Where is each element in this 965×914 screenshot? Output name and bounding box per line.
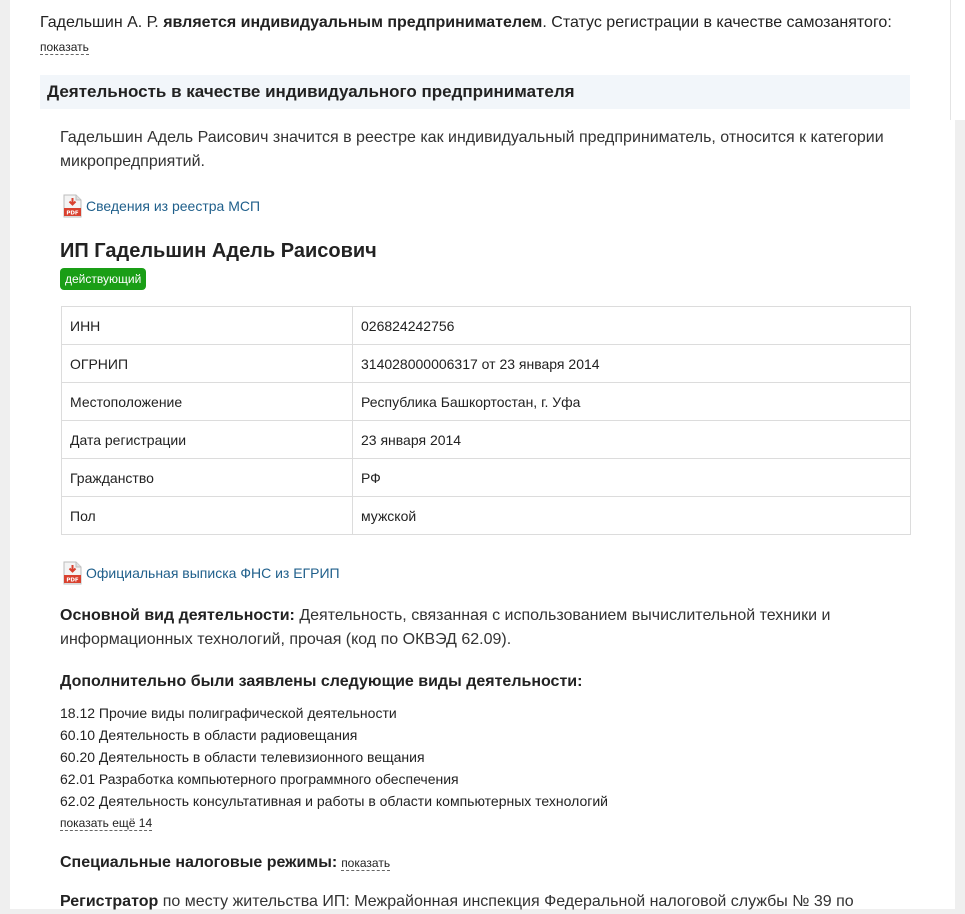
additional-activities-title: Дополнительно были заявлены следующие виды деятельности:: [60, 673, 583, 690]
intro-text: [40, 12, 920, 54]
main-activity-text: Деятельность, связанная с использованием вычислительной техники и информационных технологий, прочая (код по ОКВЭД 62.09).: [60, 607, 831, 648]
activity-item: 60.20 Деятельность в области телевизионного вещания: [60, 749, 425, 765]
info-row: [62, 497, 911, 535]
info-key: Пол: [62, 497, 353, 535]
main-activity-label: Основной вид деятельности:: [60, 607, 295, 624]
registrar-text: по месту жительства ИП: Межрайонная инспекция Федеральной налоговой службы № 39 по: [162, 893, 854, 910]
egrip-extract-link[interactable]: [63, 561, 340, 585]
info-row: [62, 459, 911, 497]
intro-bold: является индивидуальным предпринимателем: [163, 14, 543, 31]
info-value: мужской: [353, 497, 911, 535]
tax-regimes: [60, 851, 390, 875]
self-employed-show-link[interactable]: показать: [40, 40, 89, 54]
page-content: [10, 0, 955, 909]
ip-description: Гадельшин Адель Раисович значится в реестре как индивидуальный предприниматель, относится к категории микропредприятий.: [60, 129, 884, 170]
pdf-icon: [63, 561, 82, 585]
activity-item: 62.02 Деятельность консультативная и работы в области компьютерных технологий: [60, 793, 608, 809]
tax-regimes-label: Специальные налоговые режимы:: [60, 854, 338, 871]
right-rail: [950, 0, 965, 120]
svg-text:PDF: PDF: [66, 210, 79, 217]
main-activity: [60, 604, 880, 652]
tax-regimes-show-link[interactable]: показать: [341, 856, 391, 870]
activity-item: 62.01 Разработка компьютерного программного обеспечения: [60, 771, 459, 787]
ip-title: ИП Гадельшин Адель Раисович: [60, 240, 377, 262]
msp-registry-link-label: Сведения из реестра МСП: [86, 198, 261, 214]
info-value: 23 января 2014: [353, 421, 911, 459]
info-value: 314028000006317 от 23 января 2014: [353, 345, 911, 383]
intro-rest: . Статус регистрации в качестве самозанятого:: [542, 14, 892, 31]
info-row: [62, 345, 911, 383]
info-key: Гражданство: [62, 459, 353, 497]
info-row: [62, 421, 911, 459]
svg-text:PDF: PDF: [66, 577, 79, 584]
intro-name: Гадельшин А. Р.: [40, 14, 159, 31]
info-value: РФ: [353, 459, 911, 497]
activity-item: 60.10 Деятельность в области радиовещания: [60, 727, 358, 743]
info-key: Местоположение: [62, 383, 353, 421]
info-row: [62, 383, 911, 421]
info-value: 026824242756: [353, 307, 911, 345]
egrip-extract-link-label: Официальная выписка ФНС из ЕГРИП: [86, 565, 340, 581]
ip-info-table: [61, 306, 911, 535]
additional-activities-list: [60, 702, 608, 812]
show-more-activities-link[interactable]: показать ещё 14: [60, 816, 153, 830]
info-key: ИНН: [62, 307, 353, 345]
info-key: Дата регистрации: [62, 421, 353, 459]
registrar: [60, 890, 920, 914]
activity-item: 18.12 Прочие виды полиграфической деятельности: [60, 705, 397, 721]
info-key: ОГРНИП: [62, 345, 353, 383]
info-row: [62, 307, 911, 345]
pdf-icon: [63, 194, 82, 218]
msp-registry-link[interactable]: [63, 194, 260, 218]
registrar-label: Регистратор: [60, 893, 159, 910]
info-value: Республика Башкортостан, г. Уфа: [353, 383, 911, 421]
section-title: Деятельность в качестве индивидуального предпринимателя: [40, 75, 910, 109]
status-badge: действующий: [60, 268, 146, 290]
